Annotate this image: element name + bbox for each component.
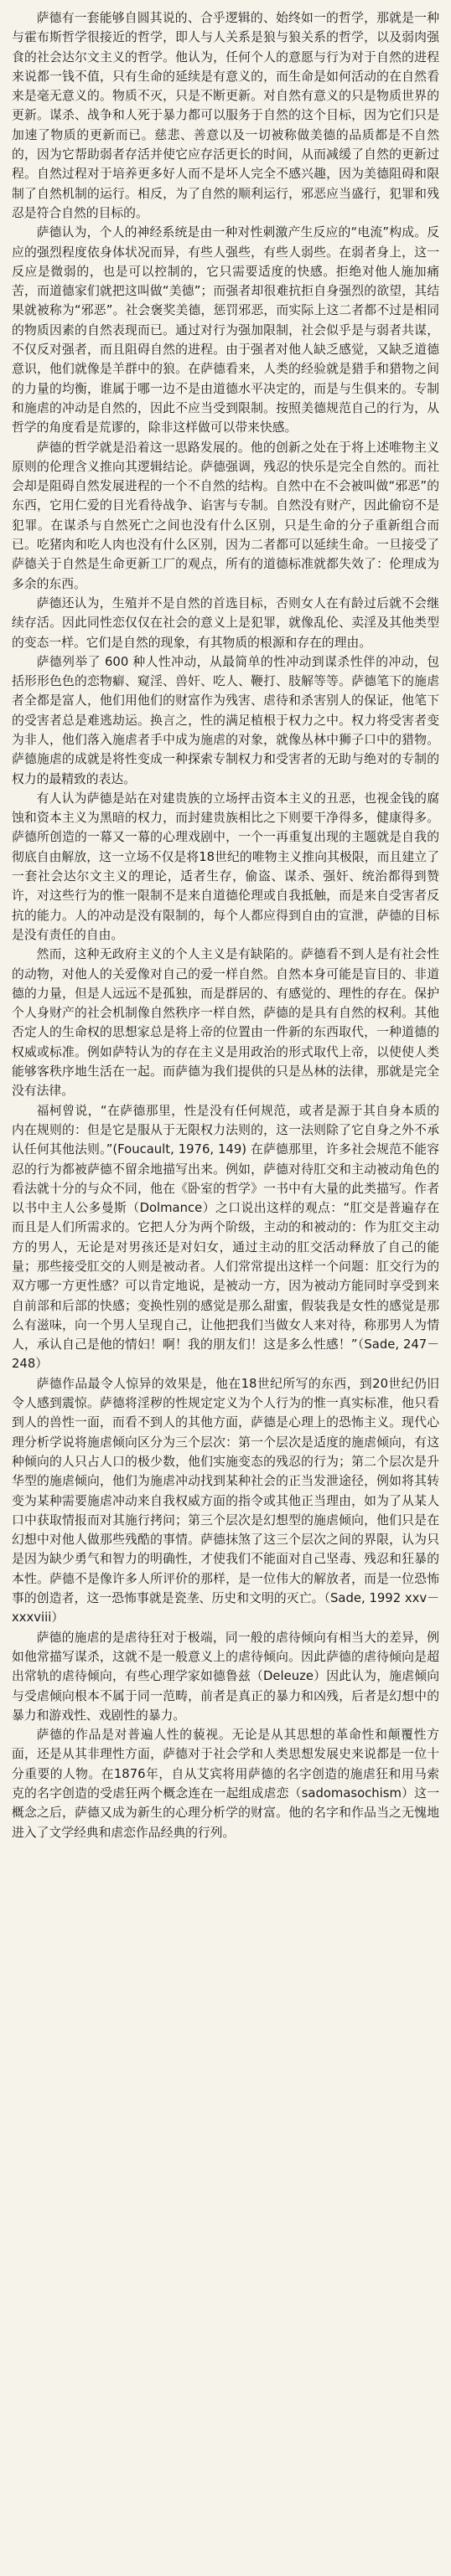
paragraph-11: 萨德的作品是对普遍人性的藐视。无论是从其思想的革命性和颠覆性方面，还是从其非理性方面，萨德对于社会学和人类思想发展史来说都是一位十分重要的人物。在1876年，自从艾宾将用萨德的名字创造的施虐狂和用马索克的名字创造的受虐狂两个概念连在一起组成虐恋（sadomasochism）这一概念之后，萨德又成为新生的心理分析学的财富。他的名字和作品当之无愧地进入了文学经典和虐恋作品经典的行列。 [12,1728,439,1840]
paragraph-8: 福柯曾说，“在萨德那里，性是没有任何规范，或者是源于其自身本质的内在规则的：但是它是服从于无限权力法则的，这一法则除了它自身之外不承认任何其他法则。”(Foucault, 1976, 149) 在萨德那里，许多社会规范不能容忍的行为都被萨德不留余地描写出来。例如，萨德对待肛交和主动被动角色的看法就十分的与众不同，他在《卧室的哲学》一书中有大量的此类描写。作者以书中主人公多曼斯（Dolmance）之口说出这样的观点：“肛交是普遍存在而且是人们所需求的。它把人分为两个阶级，主动的和被动的：作为肛交主动方的男人，无论是对男孩还是对妇女，通过主动的肛交活动释放了自己的能量；那些接受肛交的人则是被动者。人们常常提出这样一个问题：肛交行为的双方哪一方更性感？可以肯定地说，是被动一方，因为被动方能同时享受到来自前部和后部的快感；变换性别的感觉是那么甜蜜，假装我是女性的感觉是那么有滋味，向一个男人呈现自己，让他把我们当做女人来对待，称那男人为情人，承认自己是他的情妇！啊！我的朋友们！这是多么性感！”（Sade, 247－248） [12,1103,439,1372]
paragraph-4: 萨德还认为，生殖并不是自然的首选目标，否则女人在有龄过后就不会继续存活。因此同性恋仅仅在社会的意义上是犯罪，就像乱伦、卖淫及其他类型的变态一样。它们是自然的现象，有其物质的根源和存在的理由。 [12,595,439,650]
paragraph-1: 萨德有一套能够自圆其说的、合乎逻辑的、始终如一的哲学，那就是一种与霍布斯哲学很接近的哲学，即人与人关系是狼与狼关系的哲学，以及弱肉强食的社会达尔文主义的哲学。他认为，任何个人的意愿与行为对于自然的进程来说都一钱不值，只有生命的延续是有意义的，而生命是如何活动的在自然看来是毫无意义的。物质不灭，只是不断更新。对自然有意义的只是物质世界的更新。谋杀、战争和人死于暴力都可以服务于自然的这个目标，因为它们只是加速了物质的更新而已。慈悲、善意以及一切被称做美德的品质都是不自然的，因为它帮助弱者存活并使它应存活更长的时间，从而减缓了自然的更新过程。自然过程对于培养更多好人而不是坏人完全不感兴趣，因为美德阻碍和限制了自然机制的运行。相反，为了自然的顺利运行，邪恶应当盛行，犯罪和残忍是符合自然的目标的。 [12,11,439,220]
paragraph-9: 萨德作品最令人惊异的效果是，他在18世纪所写的东西，到20世纪仍旧令人感到震惊。萨德将淫秽的性规定定义为个人行为的惟一真实标准，他只看到人的兽性一面，而看不到人的其他方面，萨德是心理上的恐怖主义。现代心理分析学说将施虐倾向区分为三个层次：第一个层次是适度的施虐倾向，有这种倾向的人只占人口的极少数，他们实施变态的残忍的行为；第二个层次是升华型的施虐倾向，他们为施虐冲动找到某种社会的正当发泄途径，例如将其转变为某种需要施虐冲动来自我权威方面的指令或其他正当理由，如为了从某人口中获取情报而对其施行拷问；第三个层次是幻想型的施虐倾向，他们只是在幻想中对他人做那些残酷的事情。萨德抹煞了这三个层次之间的界限，认为只是因为缺少勇气和智力的明确性，才使我们不能面对自己坚毒、残忍和狂暴的本性。萨德不是像许多人所评价的那样，是一位伟大的解放者，而是一位恐怖事的创造者，这一恐怖事就是瓷垄、历史和文明的灭亡。（Sade, 1992 xxv－xxxviii） [12,1376,439,1625]
paragraph-2: 萨德认为，个人的神经系统是由一种对性刺激产生反应的“电流”构成。反应的强烈程度依身体状况而异，有些人强些，有些人弱些。在弱者身上，这一反应是微弱的，也是可以控制的，它只需要适度的快感。拒绝对他人施加痛苦，而道德家们就把这叫做“美德”；而强者却很难抗拒自身强烈的欲望，其结果就被称为“邪恶”。社会褒奖美德，惩罚邪恶，而实际上这二者都不过是相同的物质因素的自然表现而已。通过对行为强加限制，社会似乎是与弱者共谋，不仅反对强者，而且阻碍自然的进程。由于强者对他人缺乏感觉，又缺乏道德意识，他们就像是羊群中的狼。在萨德看来，人类的经验就是猎手和猎物之间的力量的均衡，谁属于哪一边不是由道德水平决定的，而是与生俱来的。专制和施虐的冲动是自然的，因此不应当受到限制。按照美德规范自己的行为，从哲学的角度看是荒谬的，除非这样做可以带来快感。 [12,225,439,435]
paragraph-7: 然而，这种无政府主义的个人主义是有缺陷的。萨德看不到人是有社会性的动物，对他人的关爱像对自己的爱一样自然。自然本身可能是盲目的、非道德的力量，但是人远远不是孤独，而是群居的、有感觉的、理性的存在。保护个人身财产的社会机制像自然秩序一样自然，萨德的是具有自然的权利。其他否定人的生命权的思想家总是将上帝的位置由一件新的东西取代，一种道德的权威或标准。例如萨特认为的存在主义是用政治的形式取代上帝，以使使人类能够客秩序地生活在一起。而萨德为我们提供的只是丛林的法律，那就是完全没有法律。 [12,947,439,1099]
paragraph-3: 萨德的哲学就是沿着这一思路发展的。他的创新之处在于将上述唯物主义原则的伦理含义推向其逻辑结论。萨德强调，残忍的快乐是完全自然的。而社会却是阻碍自然发展进程的一个不自然的结构。自然中在不会被叫做“邪恶”的东西，它用仁爱的目光看待战争、谄害与专制。自然没有财产，因此偷窃不是犯罪。在谋杀与自然死亡之间也没有什么区别，只是生命的分子重新组合而已。吃猪肉和吃人肉也没有什么区别，因为二者都可以延续生命。一旦接受了萨德关于自然是生命更新工厂的观点，所有的道德标准就都失效了：伦理成为多余的东西。 [12,440,439,591]
paragraph-10: 萨德的施虐的是虐待狂对于极端，同一般的虐待倾向有相当大的差异，例如他常描写谋杀，这就不是一般意义上的虐待倾向。因此萨德的虐待倾向是超出常轨的虐待倾向，有些心理学家如德鲁兹（Deleuze）因此认为，施虐倾向与受虐倾向根本不属于同一范畴，前者是真正的暴力和凶残，后者是幻想中的暴力和游戏性、戏剧性的暴力。 [12,1630,439,1723]
paragraph-6: 有人认为萨德是站在对建贵族的立场抨击资本主义的丑恶，也视金钱的腐蚀和资本主义为黑暗的权力，而封建贵族相比之下则要干净得多，健康得多。萨德所创造的一幕又一幕的心理戏剧中，一个一再重复出现的主题就是自我的彻底自由解放，这一立场不仅是将18世纪的唯物主义推向其极限，而且建立了一套社会达尔文主义的理论，适者生存，偷盗、谋杀、强奸、统治都得到赞许，对这些行为的惟一限制不是来自道德伦理或自我抵触，而是来自受害者反抗的能力。人的冲动是没有限制的，每个人都应得到自由的宣泄，萨德的目标是没有责任的自由。 [12,791,439,942]
paragraph-5: 萨德列举了 600 种人性冲动，从最简单的性冲动到谋杀性伴的冲动，包括形形色色的恋物癖、窥淫、兽奸、吃人、鞭打、肢解等等。萨德笔下的施虐者全都是富人，他们用他们的财富作为残害、虐待和杀害别人的保证，他笔下的受害者总是难逃劫运。换言之，性的满足植根于权力之中。权力将受害者变为非人，他们落入施虐者手中成为施虐的对象，就像丛林中狮子口中的猎物。萨德施虐的成就是将性变成一种探索专制权力和受害者的无助与绝对的专制的权力的最精致的表达。 [12,654,439,786]
